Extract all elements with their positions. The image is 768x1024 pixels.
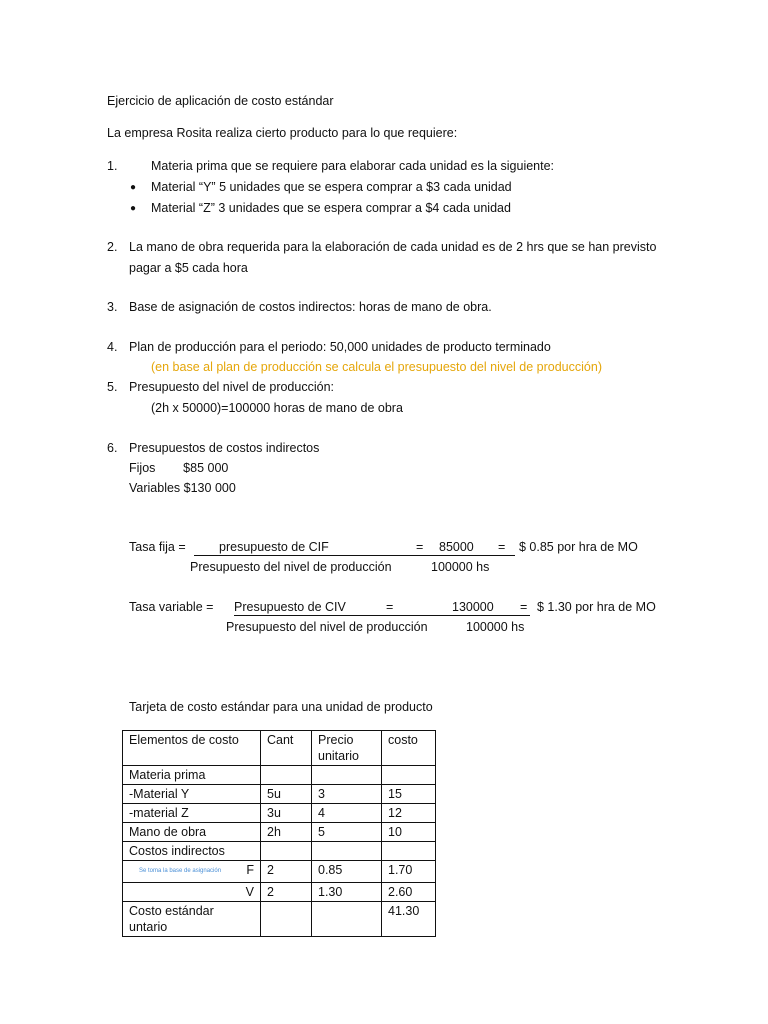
card-title: Tarjeta de costo estándar para una unidad de producto <box>129 700 433 714</box>
bullet-icon: ● <box>130 203 137 214</box>
table-cell: 3u <box>261 804 312 823</box>
table-row <box>123 785 436 804</box>
item-6-text: Presupuestos de costos indirectos <box>129 441 320 455</box>
tasa-fija-value: 85000 <box>439 540 474 554</box>
tasa-fija-den-value: 100000 hs <box>431 560 490 574</box>
table-cell <box>261 766 312 785</box>
tasa-fija-numerator-line <box>194 540 515 556</box>
item-2-number: 2. <box>107 240 118 254</box>
table-cell: 2 <box>261 883 312 902</box>
tasa-fija-denominator: Presupuesto del nivel de producción <box>190 560 392 574</box>
header-cell: Elementos de costo <box>123 731 261 766</box>
variable-tag: V <box>245 885 254 899</box>
tasa-variable-numerator: Presupuesto de CIV <box>234 600 346 614</box>
table-cell <box>382 766 436 785</box>
table-cell: 12 <box>382 804 436 823</box>
table-cell: Mano de obra <box>123 823 261 842</box>
table-row <box>123 804 436 823</box>
header-cell: Cant <box>261 731 312 766</box>
bullet-material-y: Material “Y” 5 unidades que se espera comprar a $3 cada unidad <box>151 180 512 194</box>
tasa-variable-numerator-line <box>234 600 530 616</box>
table-cell <box>312 842 382 861</box>
tasa-variable-eq2: = <box>520 600 528 614</box>
item-5-calc: (2h x 50000)=100000 horas de mano de obra <box>151 401 403 415</box>
tasa-fija-eq2: = <box>498 540 506 554</box>
table-row <box>123 842 436 861</box>
item-6-variables: Variables $130 000 <box>129 481 236 495</box>
tasa-fija-result: $ 0.85 por hra de MO <box>519 540 638 554</box>
item-6-fijos: Fijos $85 000 <box>129 461 229 475</box>
table-cell <box>312 766 382 785</box>
table-cell: 41.30 <box>382 902 436 937</box>
tasa-fija-numerator: presupuesto de CIF <box>219 540 329 554</box>
header-cell: Precio unitario <box>312 731 382 766</box>
table-cell: Costos indirectos <box>123 842 261 861</box>
item-6-number: 6. <box>107 441 118 455</box>
table-cell: 3 <box>312 785 382 804</box>
table-cell <box>312 902 382 937</box>
table-cell <box>261 902 312 937</box>
table-cell <box>382 842 436 861</box>
table-cell: Costo estándar untario <box>123 902 261 937</box>
item-2-line2: pagar a $5 cada hora <box>129 261 248 275</box>
table-cell: 1.30 <box>312 883 382 902</box>
table-row-variable <box>123 883 436 902</box>
tasa-variable-den-value: 100000 hs <box>466 620 525 634</box>
item-3-text: Base de asignación de costos indirectos: horas de mano de obra. <box>129 300 492 314</box>
tasa-variable-denominator: Presupuesto del nivel de producción <box>226 620 428 634</box>
table-cell: -Material Y <box>123 785 261 804</box>
allocation-base-note: Se toma la base de asignación <box>139 868 222 874</box>
item-5-number: 5. <box>107 380 118 394</box>
table-cell <box>123 883 261 902</box>
table-row <box>123 766 436 785</box>
page-title: Ejercicio de aplicación de costo estándar <box>107 94 334 108</box>
cost-card-table <box>122 730 436 937</box>
table-row-fixed <box>123 861 436 883</box>
tasa-fija-label: Tasa fija = <box>129 540 186 554</box>
fixed-tag: F <box>246 863 254 877</box>
table-cell <box>261 842 312 861</box>
table-cell: Materia prima <box>123 766 261 785</box>
table-cell: 0.85 <box>312 861 382 883</box>
bullet-material-z: Material “Z” 3 unidades que se espera comprar a $4 cada unidad <box>151 201 511 215</box>
table-cell: -material Z <box>123 804 261 823</box>
table-cell: 5 <box>312 823 382 842</box>
tasa-variable-result: $ 1.30 por hra de MO <box>537 600 656 614</box>
item-1-number: 1. <box>107 159 118 173</box>
table-cell <box>123 861 261 883</box>
item-4-number: 4. <box>107 340 118 354</box>
item-2-line1: La mano de obra requerida para la elaboración de cada unidad es de 2 hrs que se han previsto <box>129 240 657 254</box>
table-cell: 2 <box>261 861 312 883</box>
table-cell: 10 <box>382 823 436 842</box>
tasa-variable-value: 130000 <box>452 600 494 614</box>
table-cell: 1.70 <box>382 861 436 883</box>
tasa-variable-eq1: = <box>386 600 394 614</box>
bullet-icon: ● <box>130 182 137 193</box>
header-cell: costo <box>382 731 436 766</box>
tasa-fija-eq1: = <box>416 540 424 554</box>
item-5-text: Presupuesto del nivel de producción: <box>129 380 334 394</box>
table-row <box>123 823 436 842</box>
table-row-total <box>123 902 436 937</box>
item-1-text: Materia prima que se requiere para elaborar cada unidad es la siguiente: <box>151 159 555 173</box>
table-cell: 2h <box>261 823 312 842</box>
item-4-note: (en base al plan de producción se calcula el presupuesto del nivel de producción) <box>151 360 602 374</box>
table-cell: 15 <box>382 785 436 804</box>
table-cell: 4 <box>312 804 382 823</box>
tasa-variable-label: Tasa variable = <box>129 600 214 614</box>
item-4-text: Plan de producción para el periodo: 50,000 unidades de producto terminado <box>129 340 551 354</box>
table-header-row <box>123 731 436 766</box>
intro-text: La empresa Rosita realiza cierto producto para lo que requiere: <box>107 126 458 140</box>
item-3-number: 3. <box>107 300 118 314</box>
table-cell: 5u <box>261 785 312 804</box>
table-cell: 2.60 <box>382 883 436 902</box>
